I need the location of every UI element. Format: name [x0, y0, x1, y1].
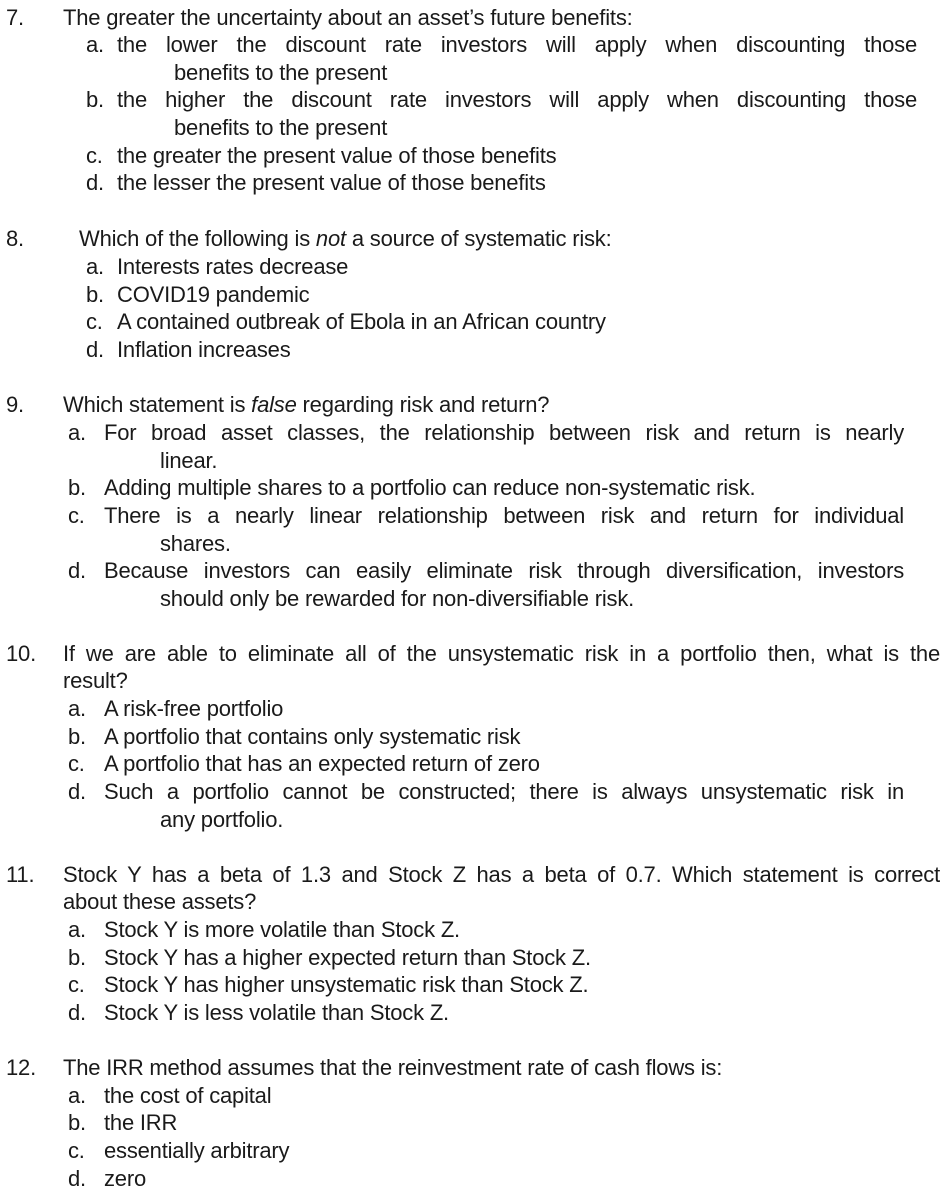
option-text: Stock Y has a higher expected return than Stock Z.	[104, 945, 591, 970]
option-letter: d.	[68, 558, 86, 583]
question-stem-continued: about these assets?	[63, 889, 257, 914]
option-letter: a.	[68, 420, 86, 445]
question-stem: The IRR method assumes that the reinvestment rate of cash flows is:	[63, 1055, 723, 1080]
option-letter: c.	[68, 972, 85, 997]
option-text: Adding multiple shares to a portfolio can reduce non-systematic risk.	[104, 475, 756, 500]
option-text: the cost of capital	[104, 1083, 272, 1108]
option-letter: a.	[68, 696, 86, 721]
question-number: 7.	[6, 5, 24, 30]
option-text: essentially arbitrary	[104, 1138, 290, 1163]
option-text: Because investors can easily eliminate risk through diversification, investors	[104, 558, 904, 583]
option-letter: d.	[68, 1000, 86, 1025]
question-stem: If we are able to eliminate all of the unsystematic risk in a portfolio then, what is the	[63, 641, 940, 666]
option-letter: b.	[86, 87, 104, 112]
question-stem: Which of the following is not a source of systematic risk:	[79, 226, 612, 251]
option-text-continued: benefits to the present	[174, 60, 388, 85]
option-letter: b.	[68, 475, 86, 500]
option-letter: a.	[86, 254, 104, 279]
question-number: 10.	[6, 641, 36, 666]
option-text: A portfolio that contains only systematic risk	[104, 724, 521, 749]
option-text-continued: linear.	[160, 448, 218, 473]
question-stem: Stock Y has a beta of 1.3 and Stock Z has a beta of 0.7. Which statement is correct	[63, 862, 940, 887]
question-number: 11.	[6, 862, 35, 887]
option-letter: c.	[68, 751, 85, 776]
option-text-continued: should only be rewarded for non-diversifiable risk.	[160, 586, 635, 611]
option-letter: a.	[68, 917, 86, 942]
option-letter: b.	[68, 945, 86, 970]
option-letter: d.	[68, 1166, 86, 1191]
option-letter: d.	[86, 170, 104, 195]
option-letter: b.	[86, 282, 104, 307]
option-text: A contained outbreak of Ebola in an African country	[117, 309, 606, 334]
option-text: Interests rates decrease	[117, 254, 349, 279]
question-stem: Which statement is false regarding risk and return?	[63, 392, 550, 417]
option-letter: a.	[86, 32, 104, 57]
question-number: 12.	[6, 1055, 36, 1080]
option-text: Inflation increases	[117, 337, 291, 362]
option-letter: d.	[86, 337, 104, 362]
option-text: the lesser the present value of those benefits	[117, 170, 546, 195]
option-letter: a.	[68, 1083, 86, 1108]
option-text: There is a nearly linear relationship between risk and return for individual	[104, 503, 904, 528]
option-text: Stock Y has higher unsystematic risk than Stock Z.	[104, 972, 589, 997]
option-text: the higher the discount rate investors will apply when discounting those	[117, 87, 917, 112]
option-text: Such a portfolio cannot be constructed; there is always unsystematic risk in	[104, 779, 904, 804]
option-text: COVID19 pandemic	[117, 282, 310, 307]
option-letter: c.	[68, 503, 85, 528]
option-text-continued: any portfolio.	[160, 807, 284, 832]
option-text: the lower the discount rate investors will apply when discounting those	[117, 32, 917, 57]
option-text: zero	[104, 1166, 146, 1191]
option-text-continued: benefits to the present	[174, 115, 388, 140]
option-text: Stock Y is more volatile than Stock Z.	[104, 917, 460, 942]
option-text-continued: shares.	[160, 531, 231, 556]
option-letter: c.	[86, 309, 103, 334]
option-letter: b.	[68, 724, 86, 749]
option-letter: d.	[68, 779, 86, 804]
option-text: A portfolio that has an expected return of zero	[104, 751, 540, 776]
question-number: 9.	[6, 392, 24, 417]
option-letter: c.	[86, 143, 103, 168]
option-letter: b.	[68, 1110, 86, 1135]
question-stem: The greater the uncertainty about an asset’s future benefits:	[63, 5, 633, 30]
option-text: the IRR	[104, 1110, 178, 1135]
question-number: 8.	[6, 226, 24, 251]
option-text: the greater the present value of those benefits	[117, 143, 557, 168]
option-text: For broad asset classes, the relationship between risk and return is nearly	[104, 420, 904, 445]
question-stem-continued: result?	[63, 668, 128, 693]
option-text: A risk-free portfolio	[104, 696, 284, 721]
option-letter: c.	[68, 1138, 85, 1163]
option-text: Stock Y is less volatile than Stock Z.	[104, 1000, 449, 1025]
